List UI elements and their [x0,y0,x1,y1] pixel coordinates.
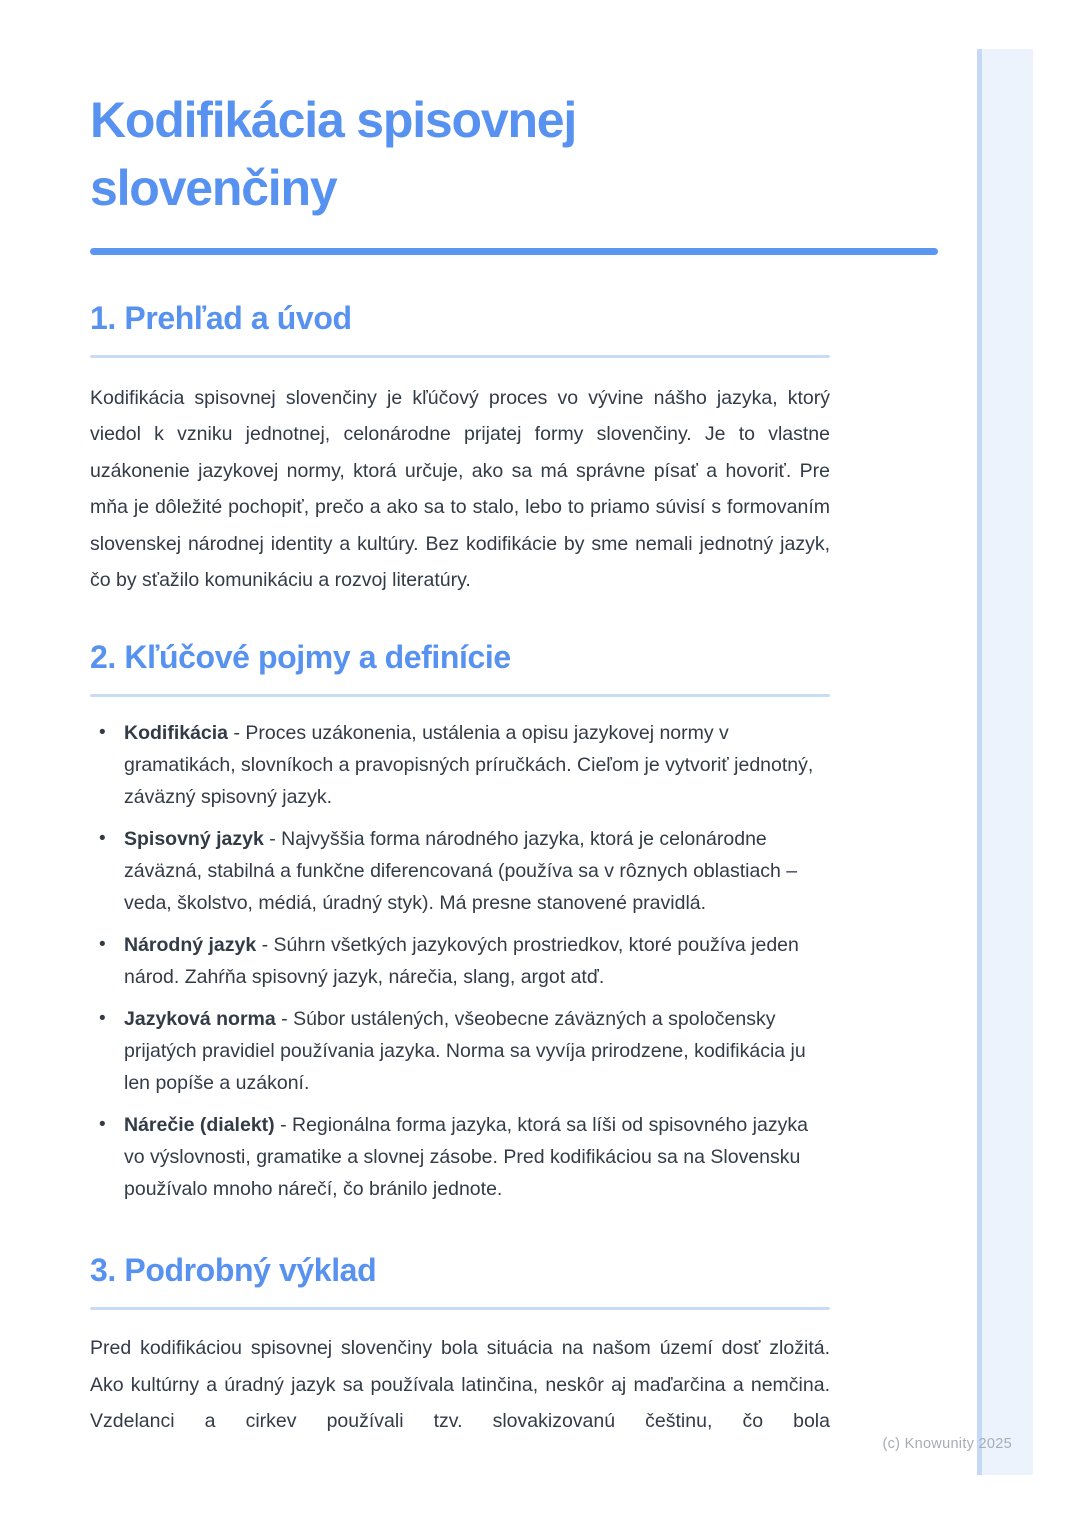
term-item [90,1003,830,1099]
title-divider [90,248,938,255]
section-1-paragraph: Kodifikácia spisovnej slovenčiny je kľúčový proces vo vývine nášho jazyka, ktorý viedol k vzniku jednotnej, celonárodne prijatej formy slovenčiny. Je to vlastne uzákonenie jazykovej normy, ktorá určuje, ako sa má správne písať a hovoriť. Pre mňa je dôležité pochopiť, prečo a ako sa to stalo, lebo to priamo súvisí s formovaním slovenskej národnej identity a kultúry. Bez kodifikácie by sme nemali jednotný jazyk, čo by sťažilo komunikáciu a rozvoj literatúry. [90,387,830,592]
term-name: Jazyková norma [124,1008,276,1031]
section-key-terms [90,636,830,1205]
copyright-notice: (c) Knowunity 2025 [882,1436,1012,1452]
bullet-icon: • [99,934,106,956]
term-definition: - Súhrn všetkých jazykových prostriedkov, ktoré používa jeden národ. Zahŕňa spisovný jazyk, nárečia, slang, argot atď. [124,934,799,989]
term-name: Spisovný jazyk [124,828,264,851]
section-2-heading: 2. Kľúčové pojmy a definície [90,639,511,676]
bullet-icon: • [99,828,106,850]
page-edge-stripe [977,49,1033,1475]
term-item [90,929,830,993]
section-2-divider [90,694,830,697]
bullet-icon: • [99,1008,106,1030]
term-definition: - Najvyššia forma národného jazyka, ktorá je celonárodne záväzná, stabilná a funkčne diferencovaná (používa sa v rôznych oblastiach – veda, školstvo, médiá, úradný styk). Má presne stanovené pravidlá. [124,828,798,915]
term-name: Nárečie (dialekt) [124,1114,275,1137]
section-1-divider [90,355,830,358]
section-overview [90,297,830,598]
section-detailed-explanation [90,1249,830,1439]
key-terms-list [90,717,830,1205]
term-name: Kodifikácia [124,722,229,745]
section-1-heading: 1. Prehľad a úvod [90,300,352,336]
bullet-icon: • [99,1114,106,1136]
term-definition: - Regionálna forma jazyka, ktorá sa líši od spisovného jazyka vo výslovnosti, gramatike a slovnej zásobe. Pred kodifikáciou sa na Slovensku používalo mnoho nárečí, čo bránilo jednote. [124,1114,808,1201]
document-title: Kodifikácia spisovnej slovenčiny [90,92,577,216]
section-3-divider [90,1307,830,1310]
term-definition: - Proces uzákonenia, ustálenia a opisu jazykovej normy v gramatikách, slovníkoch a pravopisných príručkách. Cieľom je vytvoriť jednotný, záväzný spisovný jazyk. [124,722,814,809]
bullet-icon: • [99,722,106,744]
term-definition: - Súbor ustálených, všeobecne záväzných a spoločensky prijatých pravidiel používania jazyka. Norma sa vyvíja prirodzene, kodifikácia ju len popíše a uzákoní. [124,1008,806,1095]
term-item [90,717,830,813]
term-item [90,1109,830,1205]
section-3-heading: 3. Podrobný výklad [90,1252,377,1289]
section-3-paragraph: Pred kodifikáciou spisovnej slovenčiny bola situácia na našom území dosť zložitá. Ako kultúrny a úradný jazyk sa používala latinčina, neskôr aj maďarčina a nemčina. Vzdelanci a cirkev používali tzv. slovakizovanú češtinu, čo bola [90,1337,830,1433]
term-item [90,823,830,919]
term-name: Národný jazyk [124,934,257,957]
